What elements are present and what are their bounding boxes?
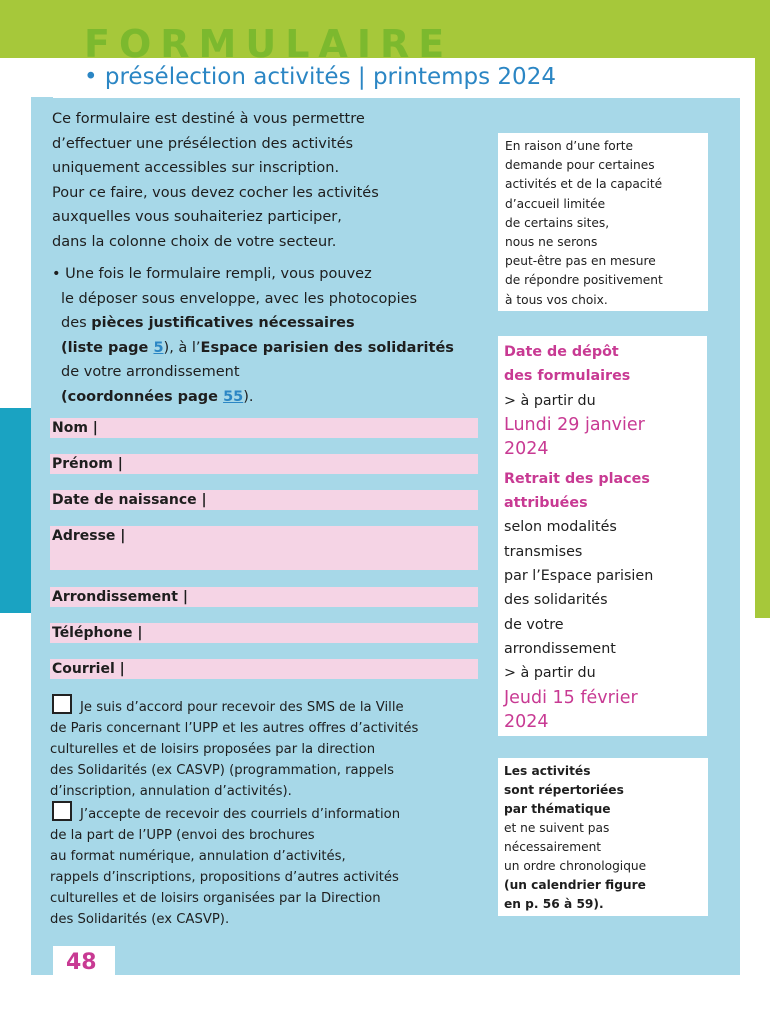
consent-line xyxy=(50,694,480,718)
notice-line: à tous vos choix. xyxy=(505,292,608,307)
adresse-field[interactable]: Adresse | xyxy=(50,526,478,570)
intro-line: uniquement accessibles sur inscription. xyxy=(52,160,340,176)
nom-field[interactable]: Nom | xyxy=(50,418,478,438)
consent-line: d’inscription, annulation d’activités). xyxy=(50,784,292,799)
retrait-line: de votre xyxy=(504,616,564,633)
intro-text xyxy=(52,107,472,254)
arrondissement-field[interactable]: Arrondissement | xyxy=(50,587,478,607)
dates-box xyxy=(498,336,707,736)
submission-instructions xyxy=(52,262,482,409)
bold-text: (liste page xyxy=(61,339,154,356)
instruction-line: de votre arrondissement xyxy=(61,364,240,380)
intro-line: Ce formulaire est destiné à vous permettre xyxy=(52,111,365,127)
capacity-notice-box xyxy=(498,133,708,311)
page-title: FORMULAIRE xyxy=(84,22,454,66)
page-55-link[interactable]: 55 xyxy=(223,388,244,405)
activities-bold-line: sont répertoriées xyxy=(504,783,624,797)
instruction-line: • Une fois le formulaire rempli, vous pouvez xyxy=(52,266,372,282)
intro-line: auxquelles vous souhaiteriez participer, xyxy=(52,209,342,225)
activities-bold-line: Les activités xyxy=(504,764,591,778)
consent-line: rappels d’inscriptions, propositions d’autres activités xyxy=(50,870,399,885)
depot-heading: Date de dépôt xyxy=(504,344,619,360)
bold-text: pièces justificatives nécessaires xyxy=(91,315,355,331)
consent-line: des Solidarités (ex CASVP) (programmation, rappels xyxy=(50,763,395,778)
depot-date-year: 2024 xyxy=(504,438,549,459)
instruction-line xyxy=(52,385,482,410)
retrait-date-year: 2024 xyxy=(504,711,549,732)
notice-line: de certains sites, xyxy=(505,215,610,230)
instruction-line xyxy=(52,311,482,336)
depot-from: > à partir du xyxy=(504,392,596,409)
email-consent-checkbox[interactable] xyxy=(52,801,72,821)
instruction-line: le déposer sous enveloppe, avec les photocopies xyxy=(61,290,418,307)
telephone-field[interactable]: Téléphone | xyxy=(50,623,478,643)
retrait-line: selon modalités xyxy=(504,519,617,536)
consent-line: de la part de l’UPP (envoi des brochures xyxy=(50,828,315,843)
sms-consent xyxy=(50,694,480,802)
intro-line: Pour ce faire, vous devez cocher les activités xyxy=(52,184,379,201)
consent-line xyxy=(50,801,480,825)
activities-line: un ordre chronologique xyxy=(504,859,647,873)
email-consent xyxy=(50,801,480,930)
notice-line: nous ne serons xyxy=(505,235,598,250)
consent-text: J’accepte de recevoir des courriels d’information xyxy=(80,807,401,822)
retrait-from: > à partir du xyxy=(504,665,596,682)
notice-line: peut-être pas en mesure xyxy=(505,254,656,269)
retrait-line: des solidarités xyxy=(504,592,608,609)
intro-line: d’effectuer une présélection des activités xyxy=(52,135,354,152)
retrait-heading: Retrait des places xyxy=(504,470,650,487)
retrait-heading: attribuées xyxy=(504,495,588,512)
page-subtitle: • présélection activités | printemps 2024 xyxy=(84,64,556,90)
notice-line: En raison d’une forte xyxy=(505,139,634,153)
depot-date: Lundi 29 janvier xyxy=(504,414,645,435)
retrait-line: arrondissement xyxy=(504,640,616,657)
right-green-band xyxy=(755,0,770,618)
courriel-field[interactable]: Courriel | xyxy=(50,659,478,679)
instruction-line xyxy=(52,336,482,361)
retrait-line: transmises xyxy=(504,543,583,560)
bold-text: Espace parisien des solidarités xyxy=(200,339,454,356)
consent-text: Je suis d’accord pour recevoir des SMS de la Ville xyxy=(80,700,404,715)
bold-text: (coordonnées page xyxy=(61,388,224,405)
activities-line: nécessairement xyxy=(504,840,602,854)
activities-bold-line: par thématique xyxy=(504,802,611,816)
retrait-line: par l’Espace parisien xyxy=(504,568,654,585)
activities-bold-line: en p. 56 à 59). xyxy=(504,897,604,911)
page-number: 48 xyxy=(66,950,97,975)
consent-line: au format numérique, annulation d’activités, xyxy=(50,849,346,864)
consent-line: culturelles et de loisirs proposées par la direction xyxy=(50,742,376,757)
notice-line: d’accueil limitée xyxy=(505,196,606,211)
activities-info-box xyxy=(498,758,708,916)
notice-line: demande pour certaines xyxy=(505,158,655,173)
left-teal-tab xyxy=(0,408,31,613)
notice-line: de répondre positivement xyxy=(505,273,663,288)
text: ). xyxy=(243,388,254,405)
depot-heading: des formulaires xyxy=(504,368,631,385)
notice-line: activités et de la capacité xyxy=(505,177,663,192)
text: des xyxy=(61,315,92,331)
consent-line: de Paris concernant l’UPP et les autres offres d’activités xyxy=(50,721,419,736)
activities-bold-line: (un calendrier figure xyxy=(504,878,646,892)
date-naissance-field[interactable]: Date de naissance | xyxy=(50,490,478,510)
consent-line: culturelles et de loisirs organisées par la Direction xyxy=(50,891,381,906)
intro-line: dans la colonne choix de votre secteur. xyxy=(52,233,337,250)
retrait-date: Jeudi 15 février xyxy=(504,687,638,708)
text: ), à l’ xyxy=(163,339,201,356)
consent-line: des Solidarités (ex CASVP). xyxy=(50,912,230,927)
prenom-field[interactable]: Prénom | xyxy=(50,454,478,474)
sms-consent-checkbox[interactable] xyxy=(52,694,72,714)
activities-line: et ne suivent pas xyxy=(504,821,610,835)
page-5-link[interactable]: 5 xyxy=(153,339,164,356)
